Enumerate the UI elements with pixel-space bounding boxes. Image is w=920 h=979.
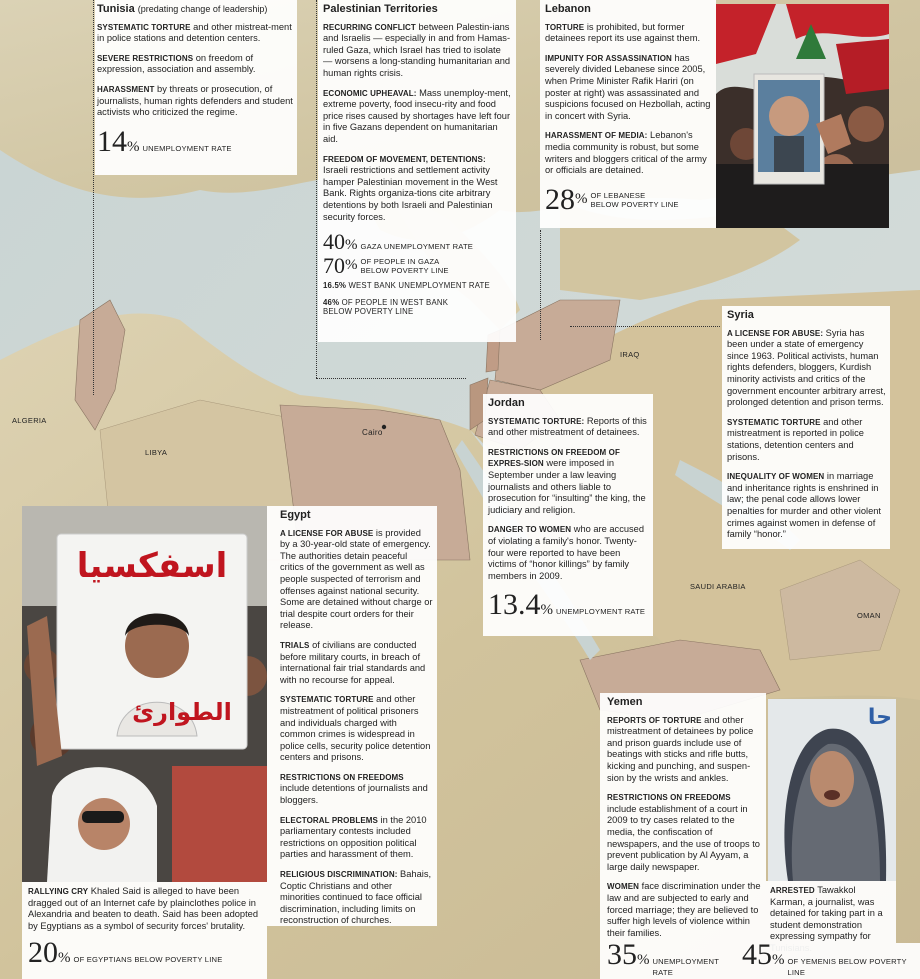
map-label-oman: OMAN — [857, 611, 881, 620]
palestine-item: RECURRING CONFLICT between Palestin-ians and Israelis — especially in and from Hamas-ruled Gaza, which Israel has tried to isolate — worsens a long-standing humanitarian and human rights crisis. — [323, 21, 511, 78]
egypt-protest-photo — [22, 506, 267, 882]
palestine-title: Palestinian Territories — [323, 3, 438, 15]
palestine-item: FREEDOM OF MOVEMENT, DETENTIONS: Israeli restrictions and settlement activity hamper Palestinian movement in the West Bank. Rights organiza-tions cite arbitrary detentions by both Israeli and Palestinian security forces. — [323, 154, 498, 222]
egypt-caption-panel — [22, 882, 267, 979]
lebanon-item: IMPUNITY FOR ASSASSINATION has severely divided Lebanese since 2005, when Prime Minister Rafik Hariri (on poster at right) was assassinated and suspicions focused on Hezbollah, acting in concert with Syria. — [545, 52, 711, 121]
egypt-poster-text-bottom: الطوارئ — [132, 698, 232, 726]
map-label-saudi-arabia: SAUDI ARABIA — [690, 582, 746, 591]
palestine-item: ECONOMIC UPHEAVAL: Mass unemploy-ment, extreme poverty, food insecu-rity and food price rises caused by shortages have left four in five Gazans dependent on humanitarian aid. — [323, 87, 511, 144]
tunisia-item: SYSTEMATIC TORTURE and other mistreat-ment in police stations and detention centers. — [97, 21, 292, 44]
egypt-item: SYSTEMATIC TORTURE and other mistreatment of political prisoners and individuals charged with common crimes is widespread in police cells, security police detention centers and prisons. — [280, 694, 431, 763]
egypt-item: RELIGIOUS DISCRIMINATION: Bahais, Coptic Christians and other minorities continued to face official discrimination, including limits on reconstruction of churches. — [280, 869, 432, 926]
yemen-panel — [600, 693, 766, 943]
lebanon-item: HARASSMENT OF MEDIA: Lebanon's media community is robust, but some writers and bloggers critical of the army or officials are detained. — [545, 130, 707, 176]
tunisia-item: HARASSMENT by threats or prosecution, of journalists, human rights defenders and student activists who criticized the regime. — [97, 83, 293, 118]
tunisia-panel — [95, 0, 297, 175]
yemen-item: RESTRICTIONS ON FREEDOMS include establishment of a court in 2009 to try cases related to the media, the confiscation of newspapers, and the use of troops to prevent publication by Al Ayyam, a large daily newspaper. — [607, 793, 760, 872]
leader-palestine — [316, 0, 317, 378]
jordan-item: RESTRICTIONS ON FREEDOM OF EXPRES-SION were imposed in September under a law leaving journalists and others liable to prosecution for “insulting” the king, the judiciary and religion. — [488, 447, 646, 515]
jordan-panel — [483, 394, 653, 636]
leader-lebanon — [540, 230, 541, 340]
map-label-libya: LIBYA — [145, 448, 168, 457]
lebanon-stat: 28 % OF LEBANESE BELOW POVERTY LINE — [545, 182, 679, 216]
syria-item: SYSTEMATIC TORTURE and other mistreatment is reported in police stations, detention centers and prisons. — [727, 416, 864, 462]
egypt-panel — [267, 506, 437, 926]
map-label-cairo: Cairo — [362, 428, 383, 437]
yemen-caption: ARRESTED Tawakkol Karman, a journalist, was detained for taking part in a student demonstration expressing sympathy for — [770, 885, 883, 942]
palestine-stat-westbank-unemployment: 16.5% WEST BANK UNEMPLOYMENT RATE — [323, 281, 490, 291]
syria-panel — [722, 306, 890, 549]
syria-item: INEQUALITY OF WOMEN in marriage and inheritance rights is enshrined in law; the penal code allows lower penalties for murder and other violent crimes against women in defense of family “honor.” — [727, 471, 882, 540]
jordan-stat: 13.4 % UNEMPLOYMENT RATE — [488, 588, 646, 622]
egypt-stat: 20 % OF EGYPTIANS BELOW POVERTY LINE — [28, 936, 223, 970]
lebanon-item: TORTURE is prohibited, but former detainees report its use against them. — [545, 21, 701, 44]
leader-tunisia — [93, 0, 94, 395]
egypt-item: ELECTORAL PROBLEMS in the 2010 parliamentary contests included restrictions on opposition political parties and harassment of them. — [280, 814, 427, 860]
yemen-item: REPORTS OF TORTURE and other mistreatment of detainees by police and prison guards include use of beatings with sticks and rifle butts, kicking and punching, and suspen-sion by the wrists and ankles. — [607, 714, 754, 783]
lebanon-photo-illustration — [716, 4, 889, 228]
jordan-title: Jordan — [488, 397, 525, 409]
egypt-title: Egypt — [280, 509, 311, 521]
jordan-item: DANGER TO WOMEN who are accused of violating a family's honor. Twenty-four were reported to have been victims of “honor killings” by family members in 2009. — [488, 524, 645, 581]
egypt-poster-text-top: اسفكسيا — [76, 546, 228, 586]
map-label-iraq: IRAQ — [620, 350, 640, 359]
jordan-item: SYSTEMATIC TORTURE: Reports of this and other mistreatment of detainees. — [488, 415, 647, 438]
yemen-title: Yemen — [607, 696, 643, 708]
syria-title: Syria — [727, 309, 754, 321]
lebanon-title: Lebanon — [545, 3, 591, 15]
yemen-stats-panel — [600, 937, 920, 979]
yemen-stat-unemployment: 35 % UNEMPLOYMENT RATE — [607, 937, 719, 978]
palestine-panel — [318, 0, 516, 342]
lebanon-panel — [540, 0, 716, 228]
yemen-item: WOMEN face discrimination under the law and are subjected to early and forced marriage; they are believed to suffer high levels of violence within their families. — [607, 881, 761, 938]
yemen-karman-photo — [768, 699, 896, 881]
tunisia-title: Tunisia (predating change of leadership) — [97, 3, 268, 15]
syria-item: A LICENSE FOR ABUSE: Syria has been under a state of emergency since 1963. Political activists, human rights defenders, bloggers, Kurdish minority activists and critics of the government encounter arbitrary arrest, prolonged detention and prison terms. — [727, 327, 886, 408]
tunisia-item: SEVERE RESTRICTIONS on freedom of expression, association and assembly. — [97, 52, 256, 75]
palestine-stat-gaza-poverty: 70 % OF PEOPLE IN GAZA BELOW POVERTY LINE — [323, 253, 449, 279]
yemen-sign-text: حا — [867, 705, 892, 730]
palestine-stat-westbank-poverty: 46% OF PEOPLE IN WEST BANK BELOW POVERTY LINE — [323, 297, 449, 316]
yemen-caption-panel — [766, 881, 896, 943]
leader-palestine-h — [316, 378, 466, 379]
lebanon-protest-photo — [716, 4, 889, 228]
palestine-stat-gaza-unemployment: 40 % GAZA UNEMPLOYMENT RATE — [323, 229, 474, 255]
tunisia-stat: 14 % UNEMPLOYMENT RATE — [97, 124, 232, 158]
yemen-stat-poverty: 45 % OF YEMENIS BELOW POVERTY LINE — [741, 937, 907, 978]
egypt-caption: RALLYING CRY Khaled Said is alleged to have been dragged out of an Internet cafe by plainclothes police in Alexandria and beaten to death. Said has been adopted by Egyptians as a symbol of security forces' brutality. — [28, 886, 259, 931]
egypt-item: TRIALS of civilians are conducted before military courts, in breach of international fair trial standards and with no recourse for appeal. — [280, 639, 426, 685]
egypt-item: RESTRICTIONS ON FREEDOMS include detentions of journalists and bloggers. — [280, 772, 428, 806]
map-label-algeria: ALGERIA — [12, 416, 47, 425]
leader-syria-h — [570, 326, 720, 327]
egypt-item: A LICENSE FOR ABUSE is provided by a 30-year-old state of emergency. The authorities detain peaceful critics of the government as well as people suspected of terrorism and offenses against national security. Some are detained without charge or trial despite court orders for their release. — [280, 527, 433, 631]
